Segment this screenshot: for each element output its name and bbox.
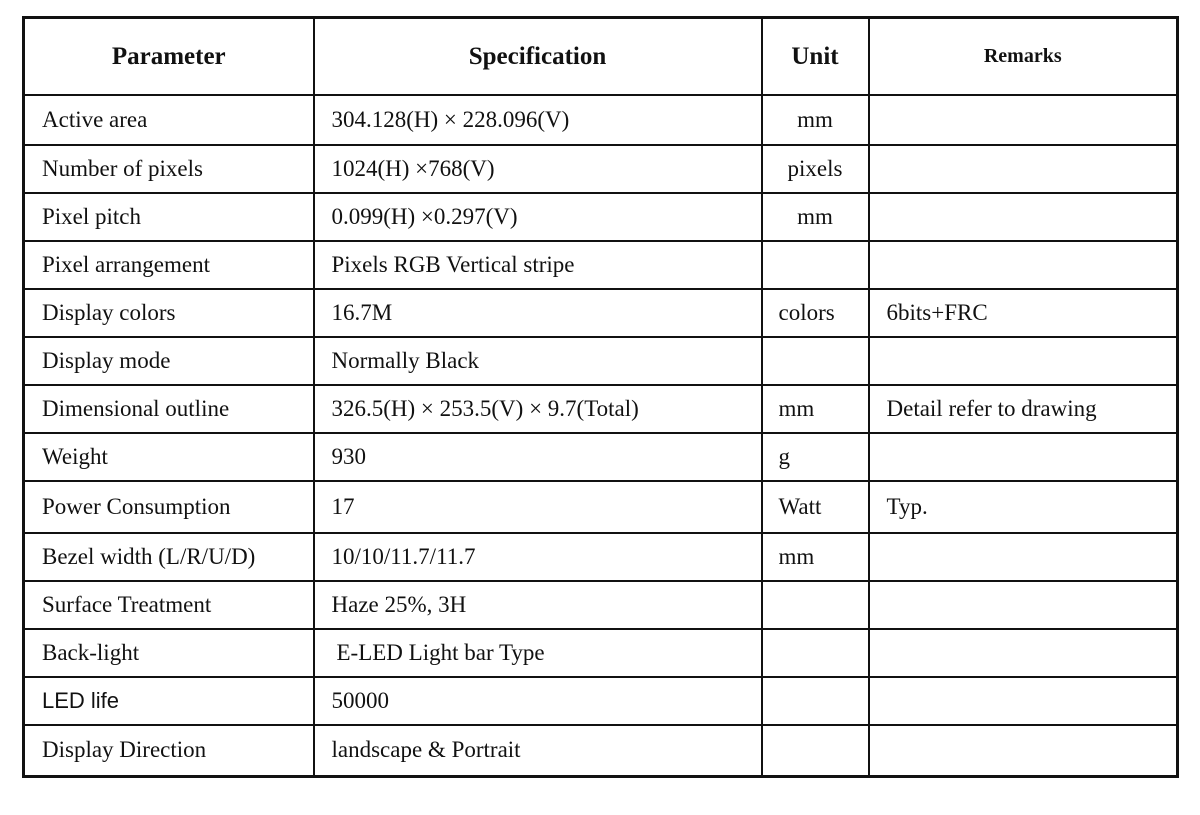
cell-parameter: Surface Treatment — [24, 581, 314, 629]
cell-parameter: Active area — [24, 95, 314, 145]
cell-remarks: 6bits+FRC — [869, 289, 1178, 337]
header-remarks: Remarks — [869, 18, 1178, 96]
cell-unit: mm — [762, 95, 869, 145]
table-row — [24, 433, 1178, 481]
table-row — [24, 145, 1178, 193]
cell-parameter: Display mode — [24, 337, 314, 385]
cell-specification: 0.099(H) ×0.297(V) — [314, 193, 762, 241]
cell-parameter: Back-light — [24, 629, 314, 677]
table-row — [24, 533, 1178, 581]
cell-remarks — [869, 433, 1178, 481]
header-unit: Unit — [762, 18, 869, 96]
cell-specification: 50000 — [314, 677, 762, 725]
cell-remarks — [869, 193, 1178, 241]
cell-parameter: Dimensional outline — [24, 385, 314, 433]
cell-unit — [762, 337, 869, 385]
cell-remarks — [869, 337, 1178, 385]
table-row — [24, 677, 1178, 725]
cell-parameter: Pixel arrangement — [24, 241, 314, 289]
cell-specification: Pixels RGB Vertical stripe — [314, 241, 762, 289]
cell-specification: Normally Black — [314, 337, 762, 385]
table-row — [24, 95, 1178, 145]
cell-specification: 1024(H) ×768(V) — [314, 145, 762, 193]
cell-parameter: Display colors — [24, 289, 314, 337]
cell-unit: mm — [762, 385, 869, 433]
cell-unit — [762, 581, 869, 629]
cell-remarks — [869, 629, 1178, 677]
cell-remarks: Detail refer to drawing — [869, 385, 1178, 433]
cell-unit — [762, 629, 869, 677]
cell-specification: 17 — [314, 481, 762, 533]
cell-specification: 326.5(H) × 253.5(V) × 9.7(Total) — [314, 385, 762, 433]
cell-parameter: Power Consumption — [24, 481, 314, 533]
table-row — [24, 241, 1178, 289]
table-row — [24, 193, 1178, 241]
cell-unit — [762, 241, 869, 289]
cell-remarks — [869, 677, 1178, 725]
cell-unit — [762, 677, 869, 725]
cell-specification: 930 — [314, 433, 762, 481]
table-row — [24, 581, 1178, 629]
cell-unit: Watt — [762, 481, 869, 533]
cell-parameter: Display Direction — [24, 725, 314, 776]
cell-remarks — [869, 533, 1178, 581]
cell-remarks — [869, 725, 1178, 776]
cell-parameter: Number of pixels — [24, 145, 314, 193]
cell-parameter: Pixel pitch — [24, 193, 314, 241]
spec-table — [22, 16, 1179, 778]
cell-remarks — [869, 581, 1178, 629]
table-row — [24, 385, 1178, 433]
cell-parameter: Weight — [24, 433, 314, 481]
cell-specification: Haze 25%, 3H — [314, 581, 762, 629]
cell-remarks: Typ. — [869, 481, 1178, 533]
table-row — [24, 289, 1178, 337]
cell-unit: colors — [762, 289, 869, 337]
table-row — [24, 337, 1178, 385]
cell-specification: landscape & Portrait — [314, 725, 762, 776]
table-row — [24, 629, 1178, 677]
cell-unit: g — [762, 433, 869, 481]
cell-remarks — [869, 95, 1178, 145]
cell-remarks — [869, 241, 1178, 289]
cell-parameter: LED life — [24, 677, 314, 725]
cell-specification: 10/10/11.7/11.7 — [314, 533, 762, 581]
header-specification: Specification — [314, 18, 762, 96]
cell-remarks — [869, 145, 1178, 193]
cell-unit: mm — [762, 193, 869, 241]
cell-unit — [762, 725, 869, 776]
table-row — [24, 725, 1178, 776]
table-header-row — [24, 18, 1178, 96]
header-parameter: Parameter — [24, 18, 314, 96]
cell-specification: E-LED Light bar Type — [314, 629, 762, 677]
cell-specification: 304.128(H) × 228.096(V) — [314, 95, 762, 145]
cell-unit: mm — [762, 533, 869, 581]
table-row — [24, 481, 1178, 533]
cell-specification: 16.7M — [314, 289, 762, 337]
cell-unit: pixels — [762, 145, 869, 193]
cell-parameter: Bezel width (L/R/U/D) — [24, 533, 314, 581]
